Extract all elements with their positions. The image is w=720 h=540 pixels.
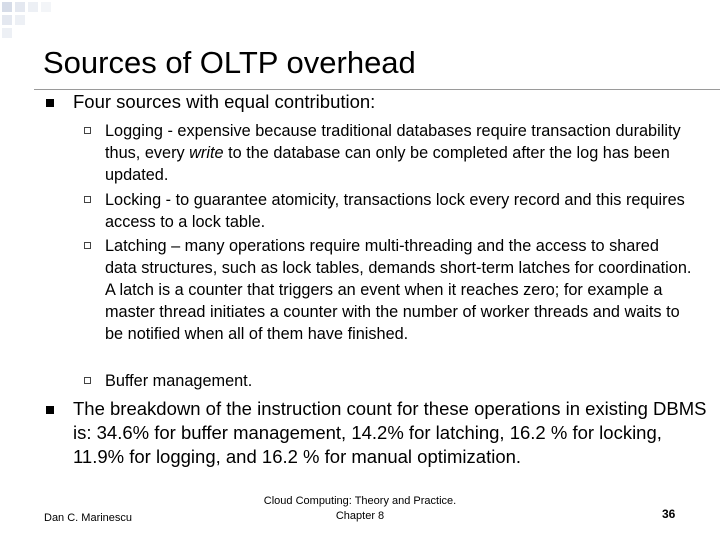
logging-text-tail: to the database can only be completed after the log has been updated. xyxy=(105,144,670,184)
slide-title: Sources of OLTP overhead xyxy=(43,45,416,80)
sub-bullet-buffer-management: Buffer management. xyxy=(105,372,253,390)
hollow-square-bullet-icon xyxy=(84,127,91,134)
bullet-four-sources: Four sources with equal contribution: xyxy=(73,91,376,112)
logging-text-emphasis: write xyxy=(189,144,224,162)
sub-bullet-logging xyxy=(105,120,695,186)
hollow-square-bullet-icon xyxy=(84,377,91,384)
bullet-instruction-breakdown: The breakdown of the instruction count for these operations in existing DBMS is: 34.6% for buffer management, 14.2% for latching, 16.2 % for locking, 11.9% for logging, and 16.2 % for manual optimization. xyxy=(73,398,707,467)
square-bullet-icon xyxy=(46,99,54,107)
footer-chapter: Chapter 8 xyxy=(335,510,385,522)
page-number: 36 xyxy=(662,507,676,521)
hollow-square-bullet-icon xyxy=(84,196,91,203)
hollow-square-bullet-icon xyxy=(84,242,91,249)
footer-course-title: Cloud Computing: Theory and Practice. xyxy=(263,495,457,507)
footer-author: Dan C. Marinescu xyxy=(44,512,133,524)
footer-course xyxy=(250,494,470,524)
sub-bullet-latching: Latching – many operations require multi-threading and the access to shared data structures, such as lock tables, demands short-term latches for coordination. A latch is a counter that triggers an event when it reaches zero; for example a master thread initiates a counter with the number of worker threads and waits to be notified when all of them have finished. xyxy=(105,237,692,343)
sub-bullet-locking: Locking - to guarantee atomicity, transactions lock every record and this requires access to a lock table. xyxy=(105,191,685,231)
decorative-corner-squares xyxy=(0,0,60,42)
square-bullet-icon xyxy=(46,406,54,414)
logging-text-lead: Logging - expensive because traditional databases require transaction durability thus, every xyxy=(105,122,681,162)
